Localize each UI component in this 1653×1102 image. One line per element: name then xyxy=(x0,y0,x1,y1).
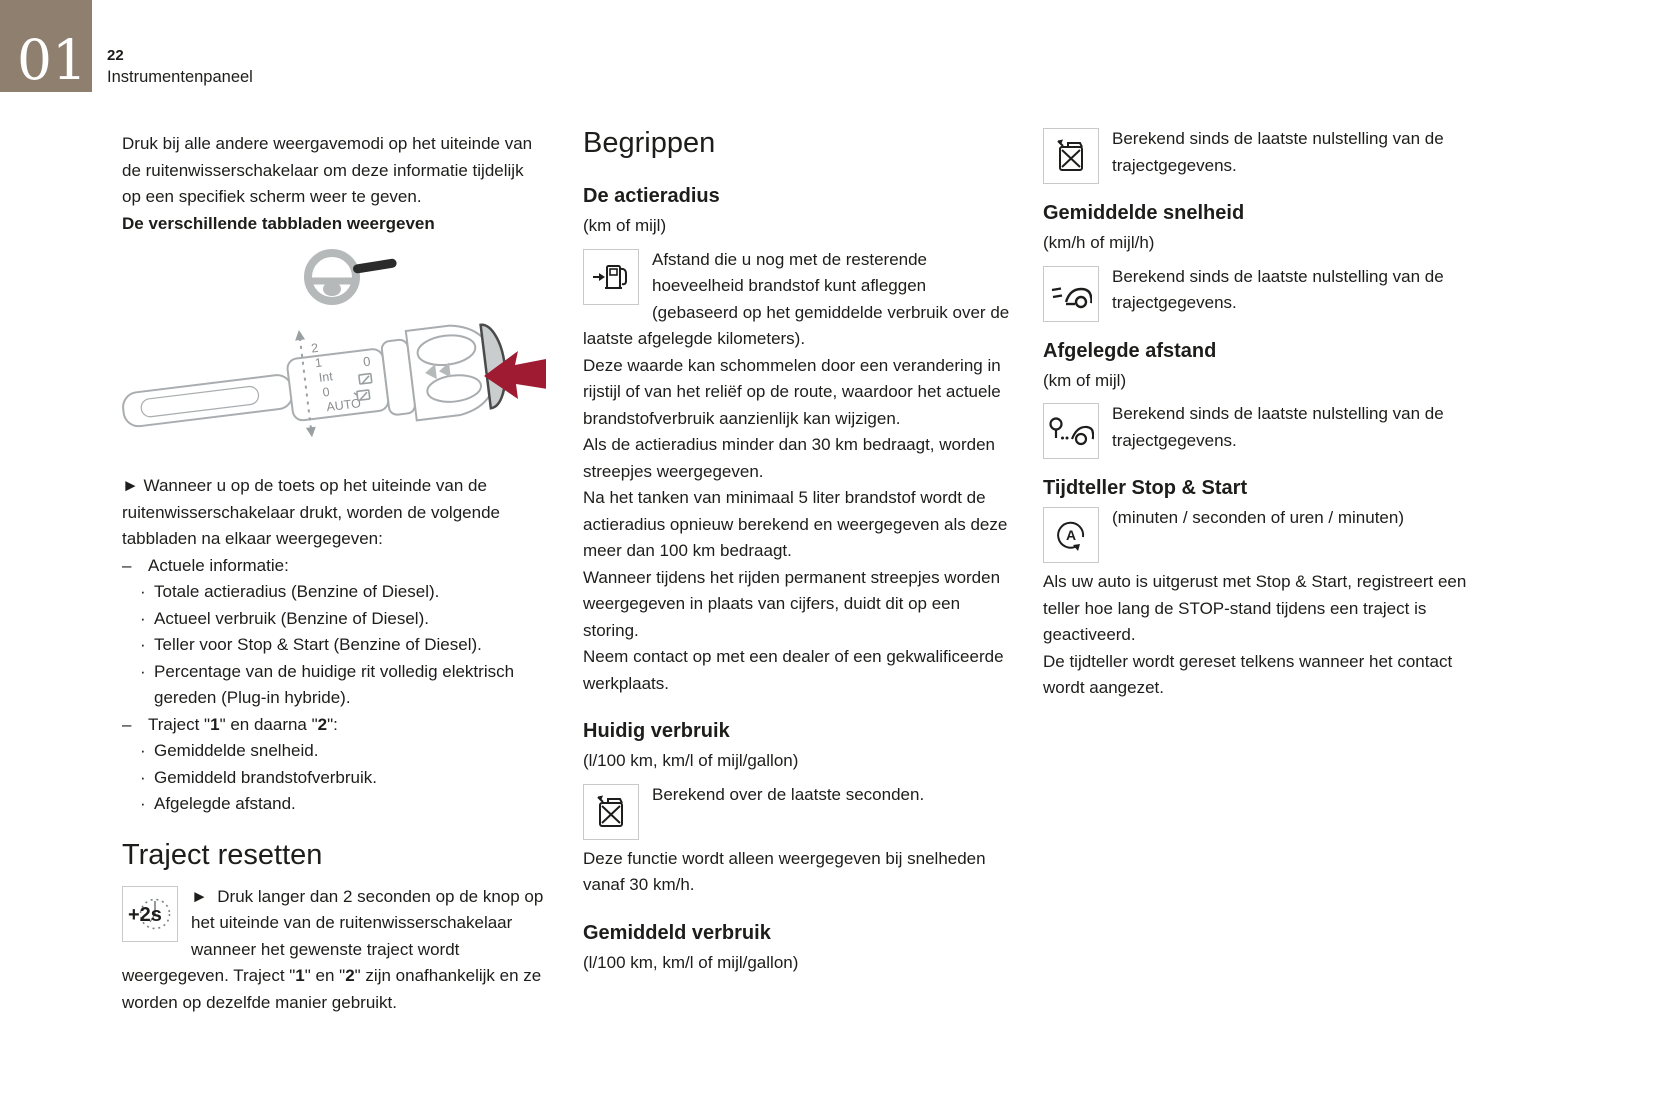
distance-icon-box xyxy=(1043,403,1099,459)
list-item-label: Actuele informatie: xyxy=(148,555,289,575)
stop-start-timer-icon-box xyxy=(1043,507,1099,563)
steering-wheel-icon xyxy=(308,253,397,301)
page-header xyxy=(107,47,253,87)
current-consumption-paragraph: Berekend over de laatste seconden. xyxy=(652,784,925,804)
average-consumption-heading: Gemiddeld verbruik xyxy=(583,921,771,944)
range-paragraph: Na het tanken van minimaal 5 liter brandstof wordt de actieradius opnieuw berekend en weergegeven als deze meer dan 100 km bedraagt. xyxy=(583,488,1008,560)
average-speed-heading: Gemiddelde snelheid xyxy=(1043,202,1245,224)
dash-bullet: – xyxy=(122,714,132,734)
list-item-label: Gemiddelde snelheid. xyxy=(154,741,319,760)
dot-bullet: · xyxy=(140,635,146,654)
column-1 xyxy=(122,131,546,1016)
route-pin-car-icon xyxy=(1048,415,1094,447)
dot-bullet: · xyxy=(140,741,146,760)
current-consumption-icon-box xyxy=(583,784,639,840)
range-paragraph: Wanneer tijdens het rijden permanent streepjes worden weergegeven in plaats van cijfers, duidt dit op een storing. xyxy=(583,567,1001,640)
range-paragraph: Neem contact op met een dealer of een gekwalificeerde werkplaats. xyxy=(583,647,1004,693)
stop-start-unit: (minuten / seconden of uren / minuten) xyxy=(1112,508,1404,527)
plus-2s-clock-icon xyxy=(127,893,173,935)
scale-label-0: 0 xyxy=(321,384,331,400)
dot-bullet: · xyxy=(140,582,146,601)
press-info-paragraph: ► Wanneer u op de toets op het uiteinde van de ruitenwisserschakelaar drukt, worden de volgende tabbladen na elkaar weergegeven: xyxy=(122,476,500,548)
stop-start-paragraph: De tijdteller wordt gereset telkens wanneer het contact wordt aangezet. xyxy=(1043,651,1453,697)
fuel-pump-arrow-icon xyxy=(591,259,631,295)
list-item xyxy=(122,606,546,633)
range-paragraph: Als de actieradius minder dan 30 km bedraagt, worden streepjes weergegeven. xyxy=(583,435,996,481)
list-item-label: Actueel verbruik (Benzine of Diesel). xyxy=(154,608,429,628)
stop-start-timer-heading: Tijdteller Stop & Start xyxy=(1043,477,1248,499)
distance-unit: (km of mijl) xyxy=(1043,370,1127,390)
jerry-can-icon xyxy=(1053,137,1089,175)
plus-2s-clock-icon-box xyxy=(122,886,178,942)
distance-heading: Afgelegde afstand xyxy=(1043,339,1217,362)
scale-label-auto: AUTO xyxy=(325,396,362,415)
current-consumption-heading: Huidig verbruik xyxy=(583,720,730,742)
fuel-range-icon-box xyxy=(583,249,639,305)
list-item xyxy=(122,632,546,659)
average-speed-unit: (km/h of mijl/h) xyxy=(1043,233,1155,252)
chapter-number: 01 xyxy=(17,28,87,92)
range-paragraph: Afstand die u nog met de resterende hoeveelheid brandstof kunt afleggen (gebaseerd op het gemiddelde verbruik over de laatste afgelegde kilometers). xyxy=(583,249,1010,348)
average-speed-icon-box xyxy=(1043,266,1099,322)
wiper-stalk-figure xyxy=(122,247,546,465)
list-item-label: Totale actieradius (Benzine of Diesel). xyxy=(154,582,440,601)
list-item-label: Afgelegde afstand. xyxy=(154,794,296,813)
a-circular-arrow-icon xyxy=(1052,516,1090,554)
average-speed-paragraph: Berekend sinds de laatste nulstelling van de trajectgegevens. xyxy=(1112,266,1444,312)
average-consumption-unit: (l/100 km, km/l of mijl/gallon) xyxy=(583,952,799,972)
scale-label-2: 2 xyxy=(310,340,320,356)
car-dashes-icon xyxy=(1050,279,1092,309)
stop-start-letter: A xyxy=(1065,527,1077,543)
stop-start-paragraph: Als uw auto is uitgerust met Stop & Start, registreert een teller hoe lang de STOP-stand tijdens een traject is geactiveerd. xyxy=(1043,572,1467,644)
average-consumption-paragraph: Berekend sinds de laatste nulstelling van de trajectgegevens. xyxy=(1112,129,1444,175)
concepts-heading: Begrippen xyxy=(583,127,716,159)
list-item-label: Teller voor Stop & Start (Benzine of Diesel). xyxy=(154,635,482,654)
current-consumption-paragraph: Deze functie wordt alleen weergegeven bij snelheden vanaf 30 km/h. xyxy=(583,848,986,894)
list-item-label: Traject "1" en daarna "2": xyxy=(148,714,338,734)
list-item-label: Percentage van de huidige rit volledig elektrisch gereden (Plug-in hybride). xyxy=(154,661,515,707)
dot-bullet: · xyxy=(140,608,146,628)
current-consumption-unit: (l/100 km, km/l of mijl/gallon) xyxy=(583,751,799,770)
dash-bullet: – xyxy=(122,555,132,575)
average-consumption-icon-box xyxy=(1043,128,1099,184)
chapter-badge xyxy=(0,0,92,92)
column-3 xyxy=(1043,126,1475,702)
range-heading: De actieradius xyxy=(583,185,720,207)
jerry-can-icon xyxy=(593,793,629,831)
list-item xyxy=(122,791,546,818)
dot-bullet: · xyxy=(140,794,146,813)
list-item xyxy=(122,712,546,739)
intro-paragraph: Druk bij alle andere weergavemodi op het uiteinde van de ruitenwisserschakelaar om deze informatie tijdelijk op een specifiek scherm weer te geven. xyxy=(122,134,533,206)
list-item xyxy=(122,765,546,792)
range-unit: (km of mijl) xyxy=(583,216,667,235)
list-item xyxy=(122,579,546,606)
column-2 xyxy=(583,126,1013,983)
trip-reset-paragraph: ► Druk langer dan 2 seconden op de knop op het uiteinde van de ruitenwisserschakelaar wanneer het gewenste traject wordt weergegeven. Traject "1" en "2" zijn onafhankelijk en ze worden op dezelfde manier gebruikt. xyxy=(122,886,544,1012)
dot-bullet: · xyxy=(140,767,146,787)
list-item-label: Gemiddeld brandstofverbruik. xyxy=(154,767,378,787)
ring-label-0: 0 xyxy=(362,353,372,370)
plus-2s-label: +2s xyxy=(128,903,162,926)
tabs-display-heading: De verschillende tabbladen weergeven xyxy=(122,213,435,233)
dot-bullet: · xyxy=(140,661,146,681)
section-title: Instrumentenpaneel xyxy=(107,68,253,86)
page-number: 22 xyxy=(107,47,124,64)
list-item xyxy=(122,738,546,765)
trip-reset-heading: Traject resetten xyxy=(122,838,323,871)
range-paragraph: Deze waarde kan schommelen door een verandering in rijstijl of van het reliëf op de route, waardoor het actuele brandstofverbruik aanzienlijk kan wijzigen. xyxy=(583,355,1001,428)
scale-label-1: 1 xyxy=(314,355,323,371)
scale-label-int: Int xyxy=(318,369,334,385)
wiper-stalk-drawing xyxy=(122,306,511,460)
list-item xyxy=(122,553,546,580)
list-item xyxy=(122,659,546,712)
distance-paragraph: Berekend sinds de laatste nulstelling van de trajectgegevens. xyxy=(1112,404,1444,450)
